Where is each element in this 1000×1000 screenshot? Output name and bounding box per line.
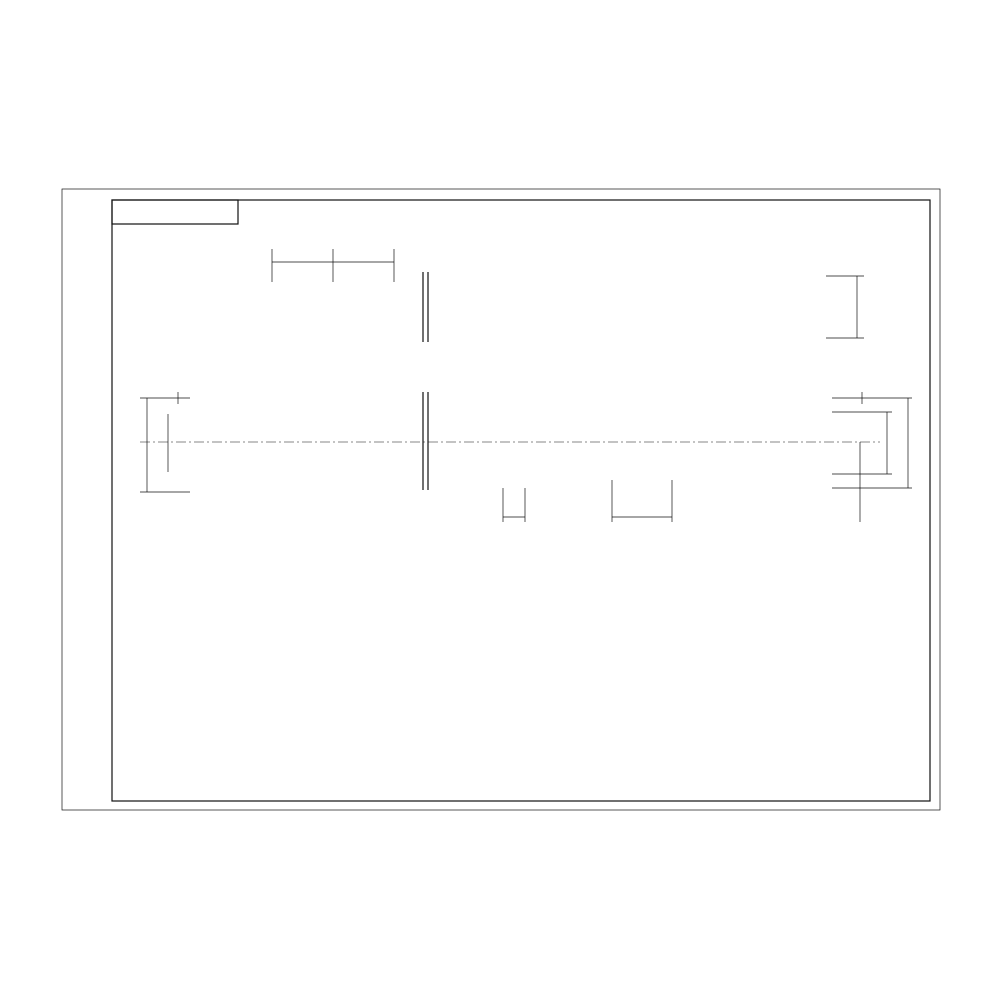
inner-border [112,200,930,801]
section-dimensions [140,392,912,522]
break-lines [423,272,428,490]
outer-border [62,189,940,810]
code-tag-box [112,200,238,224]
pitch-dimensions [272,249,864,338]
